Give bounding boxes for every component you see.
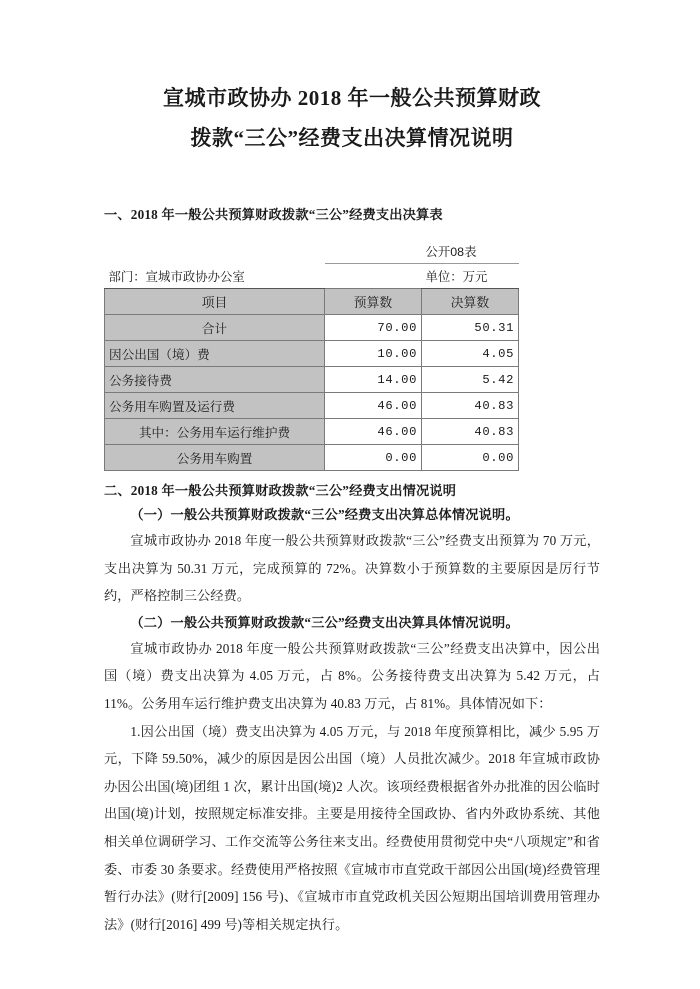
row-final-value: 0.00: [422, 445, 519, 471]
row-budget-value: 14.00: [325, 367, 422, 393]
row-final-value: 4.05: [422, 341, 519, 367]
row-budget-value: 70.00: [325, 315, 422, 341]
caption-spacer-mid: [325, 239, 422, 264]
table-row: [105, 315, 519, 341]
three-public-expense-table: [104, 239, 519, 471]
budget-table-wrapper: [104, 239, 518, 471]
title-line-2: 拨款“三公”经费支出决算情况说明: [190, 126, 514, 150]
column-header-item: 项目: [105, 289, 325, 315]
table-caption-row-2: [105, 264, 519, 289]
table-header-row: [105, 289, 519, 315]
column-header-budget: 预算数: [325, 289, 422, 315]
subsection-1-paragraph: 宣城市政协办 2018 年度一般公共预算财政拨款“三公”经费支出预算为 70 万元，支出决算为 50.31 万元，完成预算的 72%。决算数小于预算数的主要原因是厉行节约，严格控制三公经费。: [104, 533, 600, 604]
row-label: 其中：公务用车运行维护费: [105, 419, 325, 445]
table-row: [105, 445, 519, 471]
row-label: 因公出国（境）费: [105, 341, 325, 367]
department-label: 部门：宣城市政协办公室: [105, 264, 325, 289]
unit-label: 单位：万元: [422, 264, 519, 289]
row-label: 公务接待费: [105, 367, 325, 393]
row-budget-value: 46.00: [325, 419, 422, 445]
row-final-value: 40.83: [422, 419, 519, 445]
subsection-2-paragraph-1: 宣城市政协办 2018 年度一般公共预算财政拨款“三公”经费支出决算中，因公出国（境）费支出决算为 4.05 万元，占 8%。公务接待费支出决算为 5.42 万元，占 11%。公务用车运行维护费支出决算为 40.83 万元，占 81%。具体情况如下：: [104, 640, 600, 711]
table-row: [105, 367, 519, 393]
title-line-1: 宣城市政协办 2018 年一般公共预算财政: [163, 86, 541, 110]
row-label: 公务用车购置: [105, 445, 325, 471]
row-budget-value: 0.00: [325, 445, 422, 471]
caption-spacer-left: [105, 239, 325, 264]
document-content: [104, 78, 600, 938]
row-budget-value: 10.00: [325, 341, 422, 367]
subsection-1-heading: （一）一般公共预算财政拨款“三公”经费支出决算总体情况说明。: [130, 507, 519, 522]
row-label: 合计: [105, 315, 325, 341]
subsection-2-heading: （二）一般公共预算财政拨款“三公”经费支出决算具体情况说明。: [130, 614, 519, 630]
row-final-value: 50.31: [422, 315, 519, 341]
table-caption-row-1: [105, 239, 519, 264]
caption-spacer-mid-2: [325, 264, 422, 289]
section-1-heading: 一、2018 年一般公共预算财政拨款“三公”经费支出决算表: [104, 207, 443, 222]
table-row: [105, 341, 519, 367]
table-row: [105, 419, 519, 445]
row-label: 公务用车购置及运行费: [105, 393, 325, 419]
page-title: [104, 78, 600, 158]
row-final-value: 5.42: [422, 367, 519, 393]
form-number: 公开08表: [422, 239, 519, 264]
row-final-value: 40.83: [422, 393, 519, 419]
section-2-heading: 二、2018 年一般公共预算财政拨款“三公”经费支出情况说明: [104, 483, 457, 498]
column-header-final: 决算数: [422, 289, 519, 315]
row-budget-value: 46.00: [325, 393, 422, 419]
subsection-2-paragraph-2: 1.因公出国（境）费支出决算为 4.05 万元，与 2018 年度预算相比，减少 5.95 万元，下降 59.50%，减少的原因是因公出国（境）人员批次减少。2018 年宣城市政协办因公出国(境)团组 1 次，累计出国(境)2 人次。该项经费根据省外办批准的因公临时出国(境)计划，按照规定标准安排。主要是用接待全国政协、省内外政协系统、其他相关单位调研学习、工作交流等公务往来支出。经费使用贯彻党中央“八项规定”和省委、市委 30 条要求。经费使用严格按照《宣城市市直党政干部因公出国(境)经费管理暂行办法》(财行[2009] 156 号)、《宣城市市直党政机关因公短期出国培训费用管理办法》(财行[2016] 499 号)等相关规定执行。: [104, 723, 600, 932]
table-row: [105, 393, 519, 419]
